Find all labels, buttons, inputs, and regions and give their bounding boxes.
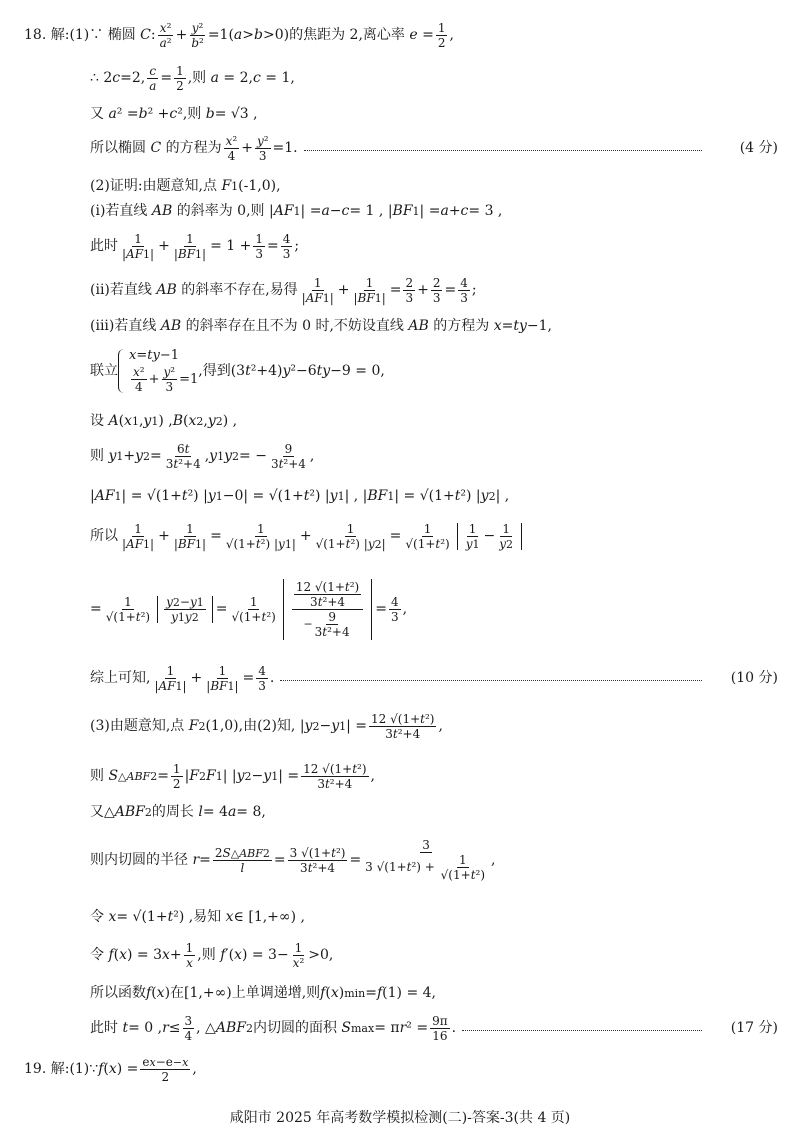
q18-line-9: (iii)若直线 AB 的斜率存在且不为 0 时,不妨设直线 AB 的方程为 x = ty −1,: [90, 318, 552, 334]
q18-line-20: 则内切圆的半径 r = $\frac{\text{2S△ABF2}}{l}$ = $\frac{\text{3 √(1+t²)}}{\text{3t²+4}}$ = 3 3 √(1+t²) + $\frac{1}{\text{√(1+t²)}}$ ,: [90, 838, 496, 882]
q18-line-16: 综上可知, $\frac{1}{|AF1|}$ + $\frac{1}{|BF1|}$ = $\frac{4}{3}$ . (10 分): [0, 660, 800, 696]
q18-line-18: 则 S △ABF2 = $\frac{1}{2}$ | F 2 F 1 | | y 2 − y 1 | = $\frac{\text{12 √(1+t²)}}{\text{3t²+4}}$ ,: [90, 761, 375, 791]
q18-line-1: 18. 解: (1)∵ 椭圆 C : $\frac{\text{x²}}{\text{a²}}$ + $\frac{\text{y²}}{\text{b²}}$ =1( a > b >0)的焦距为 2,离心率 e = $\frac{1}{2}$ ,: [24, 20, 454, 50]
q18-line-3: 又 a ² = b ² + c ²,则 b = √3 ,: [90, 106, 258, 122]
score-10: (10 分): [730, 670, 778, 686]
q18-line-15: = $\frac{1}{\text{√(1+t²)}}$ $\frac{y2-y1}{y1y2}$ = $\frac{1}{\text{√(1+t²)}}$ $\frac{\text{12 √(1+t²)}}{\text{3t²+4}}$ − $\frac{9}{\text{3t²+4}}$ = $\frac{4}{3}$ ,: [90, 579, 408, 639]
q18-line-8: (ii)若直线 AB 的斜率不存在,易得 $\frac{1}{|AF1|}$ + $\frac{1}{|BF1|}$ = $\frac{2}{3}$ + $\frac{2}{3}$ = $\frac{4}{3}$ ;: [90, 275, 477, 305]
q18-line-14: 所以 $\frac{1}{|AF1|}$ + $\frac{1}{|BF1|}$ = $\frac{1}{\text{√(1+t²) |y1|}}$ + $\frac{1}{\text{√(1+t²) |y2|}}$ = $\frac{1}{\text{√(1+t²)}}$ $\frac{1}{y1}$ − $\frac{1}{y2}$: [0, 514, 800, 558]
q18-label: 18. 解:: [24, 27, 70, 43]
q18-line-11: 设 A ( x 1 , y 1 ) , B ( x 2 , y 2 ) ,: [90, 413, 238, 429]
q18-line-5: (2)证明:由题意知,点 F 1 (-1,0),: [90, 178, 281, 194]
q18-line-22: 令 f ( x ) = 3 x + $\frac{1}{x}$ ,则 f ′( x ) = 3− $\frac{1}{\text{x²}}$ >0,: [90, 940, 334, 970]
q18-line-7: 此时 $\frac{1}{|AF1|}$ + $\frac{1}{|BF1|}$ = 1 + $\frac{1}{3}$ = $\frac{4}{3}$ ;: [90, 231, 300, 261]
q18-line-21: 令 x = √(1+ t ²) ,易知 x ∈ [1,+∞) ,: [90, 909, 305, 925]
score-17: (17 分): [730, 1020, 778, 1036]
q18-line-4: 所以椭圆 C 的方程为 $\frac{\text{x²}}{4}$ + $\frac{\text{y²}}{3}$ =1. (4 分): [0, 132, 800, 164]
equation-system: x=ty−1 $\frac{\text{x²}}{4}$ + $\frac{\text{y²}}{3}$ =1: [118, 349, 198, 393]
q18-line-24: 此时 t = 0 , r ≤ $\frac{3}{4}$ , △ ABF 2 内切圆的面积 S max = π r ² = $\frac{9\pi}{16}$ . (17 分): [0, 1010, 800, 1046]
q18-line-12: 则 y 1 + y 2 = $\frac{6t}{\text{3t²+4}}$ , y 1 y 2 = − $\frac{9}{\text{3t²+4}}$ ,: [90, 441, 315, 471]
q18-line-6: (i)若直线 AB 的斜率为 0,则 | AF 1 | = a − c = 1 , | BF 1 | = a + c = 3 ,: [90, 203, 503, 219]
q18-line-17: (3)由题意知,点 F 2 (1,0),由(2)知, | y 2 − y 1 | = $\frac{\text{12 √(1+t²)}}{\text{3t²+4}}$ ,: [90, 711, 443, 741]
score-4: (4 分): [739, 140, 778, 156]
leader-dots: [280, 680, 702, 681]
q18-line-13: | AF 1 | = √(1+ t ²) | y 1 −0| = √(1+ t ²) | y 1 | , | BF 1 | = √(1+ t ²) | y 2 | ,: [90, 488, 510, 504]
page-footer: 咸阳市 2025 年高考数学模拟检测(二)-答案-3(共 4 页): [229, 1110, 571, 1126]
q19-label: 19. 解:: [24, 1061, 70, 1077]
q18-line-2: ∴ 2 c =2, $\frac{c}{a}$ = $\frac{1}{2}$ ,则 a = 2, c = 1,: [90, 63, 295, 93]
q18-line-19: 又△ ABF 2 的周长 l = 4 a = 8,: [90, 804, 266, 820]
leader-dots: [304, 150, 702, 151]
q18-line-23: 所以函数 f ( x )在[1,+∞)上单调递增,则 f ( x ) min = f (1) = 4,: [90, 985, 436, 1001]
q18-line-10: 联立 x=ty−1 $\frac{\text{x²}}{4}$ + $\frac{\text{y²}}{3}$ =1 ,得到(3 t ²+4) y ²−6 ty −9 = 0,: [90, 348, 385, 394]
leader-dots: [462, 1030, 702, 1031]
q19-line-1: 19. 解: (1)∵ f ( x ) = $\frac{ex-e-x}{2}$ ,: [24, 1054, 197, 1084]
